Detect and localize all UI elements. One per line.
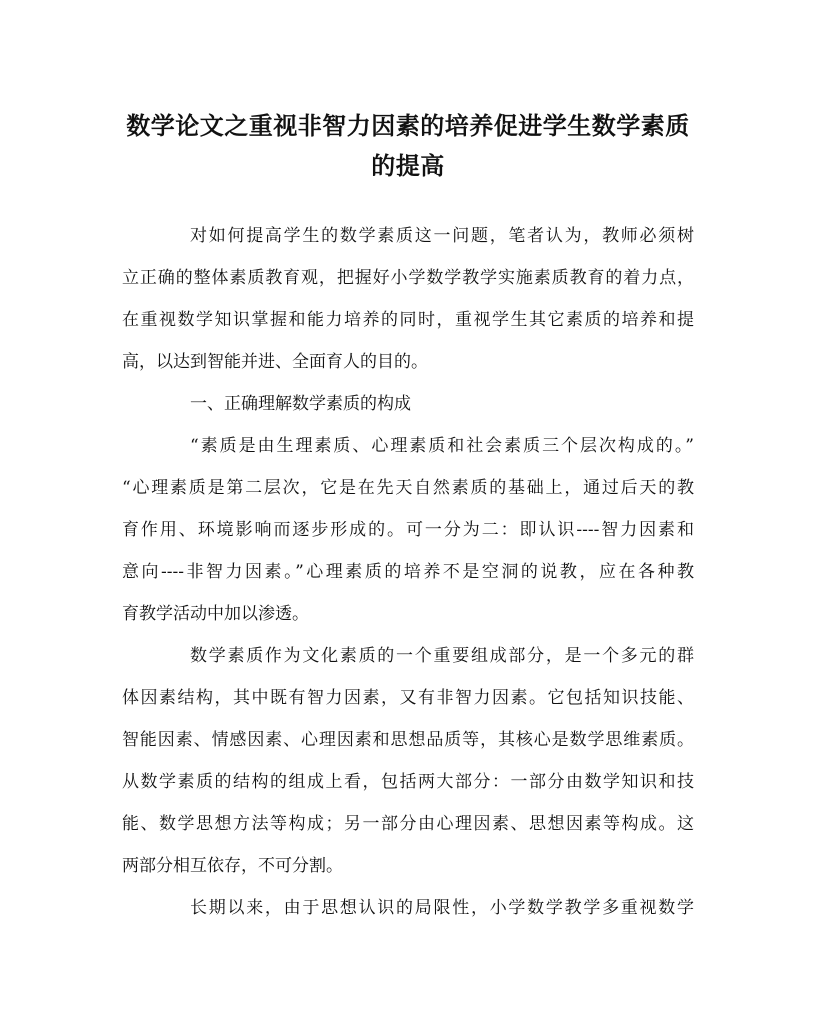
paragraph-line: 智能因素、情感因素、心理因素和思想品质等，其核心是数学思维素质。 <box>122 730 694 750</box>
paragraph-line: 数学素质作为文化素质的一个重要组成部分，是一个多元的群 <box>190 646 694 666</box>
paragraph-line: 高，以达到智能并进、全面育人的目的。 <box>122 352 428 372</box>
paragraph-line: 能、数学思想方法等构成；另一部分由心理因素、思想因素等构成。这 <box>122 814 694 834</box>
paragraph-line: 立正确的整体素质教育观，把握好小学数学教学实施素质教育的着力点， <box>122 268 694 288</box>
paragraph-line: 对如何提高学生的数学素质这一问题，笔者认为，教师必须树 <box>190 226 694 246</box>
paragraph-line: “心理素质是第二层次，它是在先天自然素质的基础上，通过后天的教 <box>122 478 694 498</box>
paragraph-line: 育教学活动中加以渗透。 <box>122 604 309 624</box>
paragraph-line: 两部分相互依存，不可分割。 <box>122 856 343 876</box>
paragraph-line: 长期以来，由于思想认识的局限性，小学数学教学多重视数学 <box>190 898 694 918</box>
paragraph-line: 育作用、环境影响而逐步形成的。可一分为二：即认识----智力因素和 <box>122 520 694 540</box>
paragraph-line: “素质是由生理素质、心理素质和社会素质三个层次构成的。” <box>190 436 694 456</box>
document-title-line-1: 数学论文之重视非智力因素的培养促进学生数学素质 <box>126 111 690 140</box>
paragraph-line: 意向----非智力因素。”心理素质的培养不是空洞的说教，应在各种教 <box>122 562 694 582</box>
document-title-line-2: 的提高 <box>371 151 445 180</box>
paragraph-line: 从数学素质的结构的组成上看，包括两大部分：一部分由数学知识和技 <box>122 772 694 792</box>
paragraph-line: 在重视数学知识掌握和能力培养的同时，重视学生其它素质的培养和提 <box>122 310 694 330</box>
paragraph-line: 体因素结构，其中既有智力因素，又有非智力因素。它包括知识技能、 <box>122 688 694 708</box>
section-heading: 一、正确理解数学素质的构成 <box>190 394 411 414</box>
